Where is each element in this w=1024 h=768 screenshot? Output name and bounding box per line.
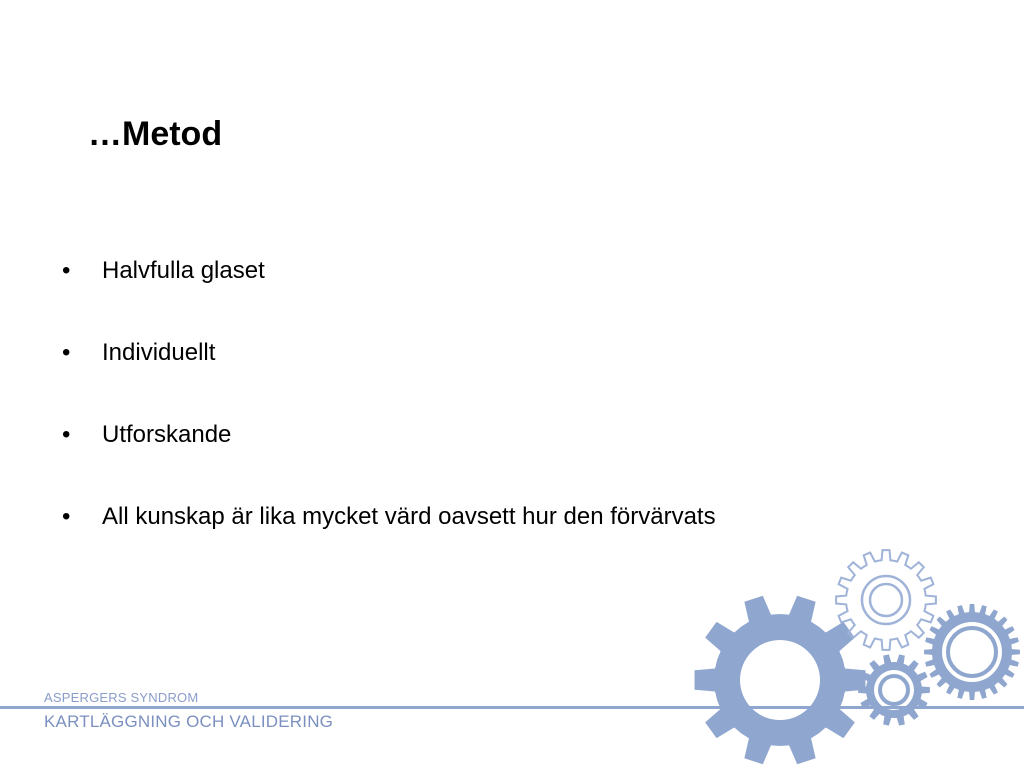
bullet-icon: • [62, 503, 71, 530]
gear-icon-right [924, 604, 1020, 700]
footer-subtitle: ASPERGERS SYNDROM [44, 690, 199, 705]
gear-icon-outline [836, 550, 936, 650]
bullet-text: Halvfulla glaset [102, 257, 265, 284]
bullet-text: All kunskap är lika mycket värd oavsett hur den förvärvats [102, 503, 716, 530]
footer-title: KARTLÄGGNING OCH VALIDERING [44, 712, 334, 731]
gears-decoration [680, 540, 1024, 768]
slide-title: …Metod [88, 115, 223, 153]
bullet-icon: • [62, 257, 71, 284]
gear-icon-small [858, 654, 930, 725]
bullet-icon: • [62, 421, 71, 448]
bullet-text: Individuellt [102, 339, 216, 366]
bullet-text: Utforskande [102, 421, 232, 448]
bullet-icon: • [62, 339, 71, 366]
